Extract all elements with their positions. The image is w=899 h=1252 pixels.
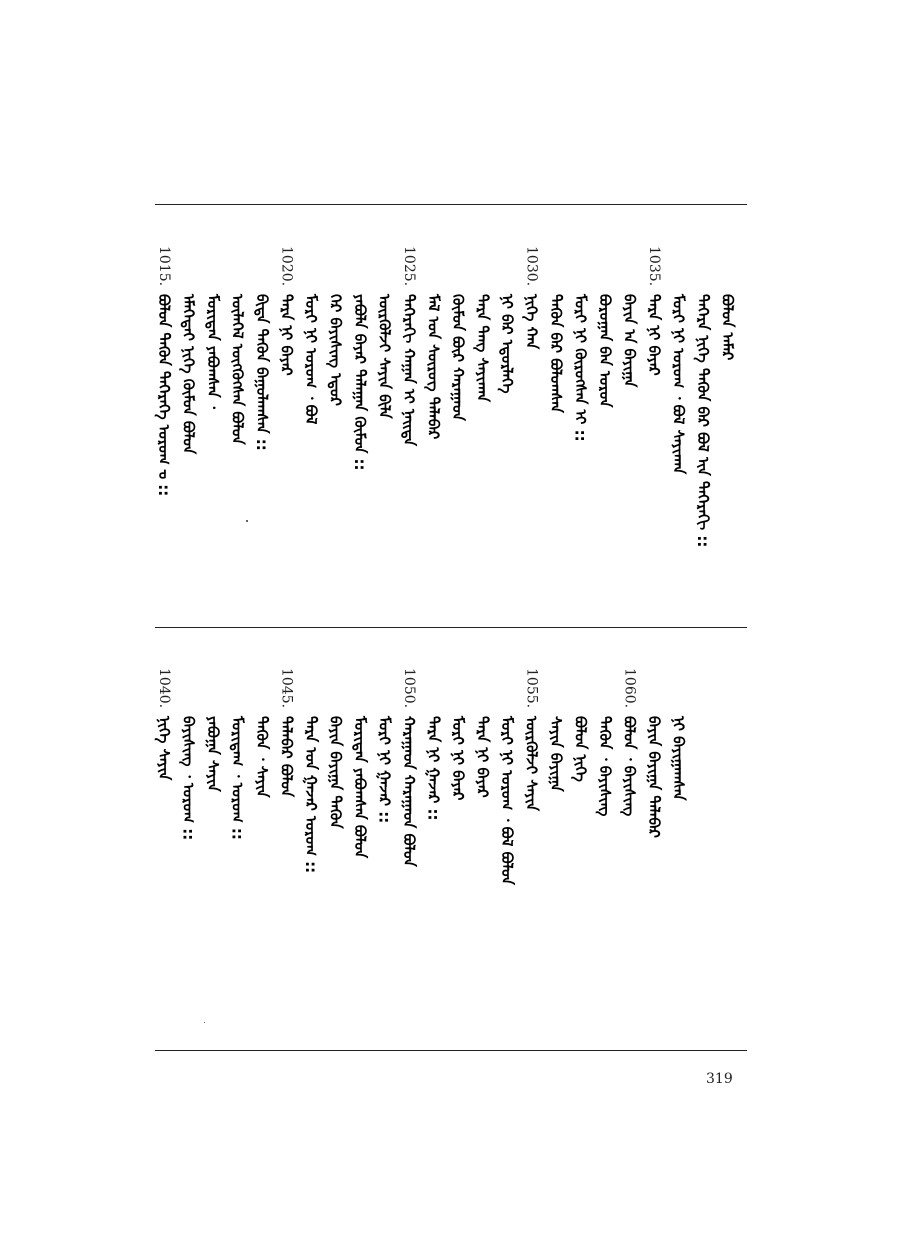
verse-text: ᠦᠯᠡᠭᠡᠯ ᠦᠭᠭᠦᠭᠰᠡᠨ ᠪᠣᠯᠤᠨ <box>228 294 247 445</box>
verse-line <box>547 668 565 792</box>
verse-line <box>523 668 541 811</box>
verse-line <box>449 246 467 421</box>
verse-line <box>180 246 198 454</box>
verse-line <box>376 668 394 823</box>
verse-line <box>278 246 296 376</box>
line-number: 1015. <box>156 246 172 287</box>
verse-text: ᠪᠠᠶᠢᠨ ᠠ ᠪᠠᠶᠢᠭᠠ <box>620 294 639 388</box>
verse-line <box>253 668 271 798</box>
verse-line <box>670 246 688 474</box>
verse-text: ᠮᠣᠷᠢᠳᠠᠭ ᠂ ᠤᠷᠤᠭ :: <box>228 716 247 840</box>
verse-text: ᠲᠡᠭᠦᠨ ᠪᠠᠷ ᠪᠣᠯᠤᠭᠰᠠᠨ <box>547 294 565 413</box>
verse-text: ᠪᠠᠶᠢᠨ ᠪᠠᠶᠢᠭᠠ ᠲᠠᠯᠠᠪᠠᠷ <box>645 716 663 838</box>
verse-text: ᠨᠢᠭᠡ ᠰᠠᠶᠢᠨ <box>155 716 173 781</box>
verse-text: ᠲᠡᠷᠡ ᠨᠢ ᠪᠠᠶᠠᠷ <box>645 294 663 376</box>
verse-text: ᠪᠢᠳᠡ ᠲᠡᠭᠦᠨ ᠪᠠᠭᠤᠯᠠᠭᠰᠠᠨ :: <box>253 294 271 451</box>
verse-text: ᠪᠣᠯᠤᠨ ᠂ ᠪᠠᠶᠢᠰᠢᠩ <box>620 716 639 817</box>
verse-line <box>474 668 492 798</box>
verse-text: ᠮᠣᠷᠢ ᠨᠢ ᠤᠷᠤᠭ ᠂ ᠪᠣᠯ ᠪᠣᠯᠤᠨ <box>498 716 516 885</box>
verse-line <box>278 668 296 797</box>
verse-text: ᠮᠣᠷᠢ ᠨᠢ ᠬᠦᠷᠦᠭᠰᠡᠨ ᠢ :: <box>571 294 590 442</box>
verse-line <box>351 246 369 471</box>
verse-text: ᠪᠣᠷᠣᠭᠠᠨ ᠪᠠᠨ ᠣᠷᠣᠨ <box>596 294 614 408</box>
verse-text: ᠦᠷᠭᠦᠯᠵᠢ ᠰᠠᠶᠢᠨ <box>522 716 541 812</box>
verse-line <box>302 668 320 873</box>
verse-text: ᠪᠠᠶᠢᠰᠢᠩ ᠂ ᠤᠷᠤᠭ :: <box>179 716 198 841</box>
verse-line <box>645 246 663 376</box>
middle-rule <box>155 627 747 628</box>
ink-speck <box>246 520 248 522</box>
line-number: 1040. <box>156 668 172 709</box>
verse-text: ᠲᠡᠷᠡ ᠨᠢ ᠭᠠᠵᠠᠷ :: <box>424 716 443 821</box>
verse-text: ᠪᠣᠯᠤᠨ ᠠᠮᠠᠷ <box>718 294 737 361</box>
verse-text: ᠬᠠᠷᠠᠭᠠᠳ ᠬᠠᠷᠠᠭᠠᠳ ᠪᠣᠯᠤᠨ <box>400 716 418 867</box>
verse-line <box>376 246 394 419</box>
verse-line <box>621 668 639 816</box>
verse-line <box>204 246 222 409</box>
verse-line <box>645 668 663 838</box>
verse-line <box>302 246 320 424</box>
verse-line <box>155 246 173 496</box>
page-number: 319 <box>706 1071 733 1087</box>
verse-line <box>719 246 737 360</box>
verse-line <box>204 668 222 792</box>
line-number: 1045. <box>278 668 295 709</box>
verse-text: ᠦᠷᠭᠦᠯᠵᠢ ᠰᠠᠶᠢᠨ ᠪᠢᠯᠡ <box>375 294 394 419</box>
verse-text: ᠨᠢᠭᠡ ᠬᠠᠨ <box>522 294 541 350</box>
verse-text: ᠪᠠᠶᠢᠨ ᠪᠠᠶᠢᠭᠠ ᠲᠡᠭᠦᠨ <box>326 716 345 829</box>
verse-line <box>425 246 443 439</box>
verse-line <box>253 246 271 451</box>
verse-text: ᠲᠡᠭᠦᠨ ᠂ ᠪᠠᠶᠢᠰᠢᠩ <box>596 716 614 817</box>
verse-line <box>596 246 614 407</box>
verse-text: ᠮᠠᠯ ᠤᠨ ᠰᠦᠷᠦᠭ ᠲᠠᠯᠠᠪᠠᠷ <box>424 294 443 440</box>
lower-verse-block <box>155 668 747 885</box>
verse-text: ᠲᠡᠷᠡ ᠨᠢ ᠪᠠᠶᠠᠷ <box>277 294 296 376</box>
verse-line <box>155 668 173 780</box>
verse-line <box>327 246 345 406</box>
verse-line <box>400 246 418 446</box>
verse-line <box>229 246 247 445</box>
verse-line <box>351 668 369 858</box>
verse-text: ᠮᠣᠷᠢ ᠨᠢ ᠤᠷᠤᠭ ᠂ ᠪᠣᠯ <box>302 294 320 425</box>
verse-line <box>596 668 614 816</box>
top-rule <box>155 204 747 205</box>
line-number: 1020. <box>278 246 295 287</box>
verse-line <box>425 668 443 821</box>
verse-text: ᠮᠣᠷᠢ ᠨᠢ ᠭᠠᠵᠠᠷ :: <box>375 716 394 824</box>
verse-line <box>400 668 418 867</box>
upper-verse-block <box>155 246 747 548</box>
line-number: 1035. <box>646 246 662 287</box>
verse-line <box>572 668 590 782</box>
verse-text: ᠮᠣᠷᠢ ᠨᠢ ᠤᠷᠤᠭ ᠂ ᠪᠣᠯ ᠰᠠᠶᠢᠬᠠᠨ <box>669 294 688 475</box>
verse-line <box>229 668 247 840</box>
verse-text: ᠶᠠᠪᠤᠯᠠ ᠪᠠᠶᠠᠷ ᠲᠠᠯᠠᠭᠠᠨ ᠬᠦᠮᠦᠨ :: <box>351 294 369 471</box>
verse-line <box>621 246 639 387</box>
verse-text: ᠨᠢ ᠪᠠᠷ ᠡᠳᠦᠷᠯᠡᠭᠡ <box>498 294 516 394</box>
line-number: 1025. <box>401 246 417 287</box>
verse-text: ᠳᠡᠭᠡᠷᠡ ᠨᠢᠭᠡ ᠲᠡᠭᠦᠨ ᠪᠠᠷ ᠪᠣᠯ ᠢᠨ ᠳᠡᠭᠡᠷᠡᠬᠢ :: <box>694 294 712 548</box>
verse-text: ᠲᠡᠷᠡ ᠲᠠᠩ ᠰᠠᠶᠢᠬᠠᠨ <box>473 294 492 403</box>
verse-text: ᠰᠠᠶᠢᠨ ᠪᠠᠶᠢᠭᠠ <box>547 716 565 792</box>
verse-line <box>180 668 198 840</box>
verse-line <box>572 246 590 442</box>
verse-line <box>670 668 688 801</box>
bottom-rule <box>155 1050 747 1051</box>
verse-line <box>449 668 467 800</box>
verse-text: ᠭᠡᠷ ᠪᠠᠶᠢᠰᠢᠩ ᠡᠳᠦᠷ <box>326 294 345 406</box>
line-number: 1055. <box>523 668 540 709</box>
verse-text: ᠮᠣᠷᠢᠳᠠᠨ ᠶᠠᠪᠤᠭᠰᠠᠨ ᠂ <box>204 294 222 409</box>
verse-line <box>327 668 345 829</box>
verse-text: ᠡᠮᠡᠭᠡᠲᠡᠢ ᠨᠢᠭᠡ ᠬᠦᠮᠦᠨ ᠪᠣᠯᠤᠨ <box>179 294 198 455</box>
verse-text: ᠲᠡᠷᠡ ᠤᠨ ᠭᠠᠵᠠᠷ ᠤᠷᠤᠭ :: <box>302 716 320 874</box>
verse-text: ᠨᠢ ᠪᠠᠶᠢᠭᠠᠭᠰᠠᠨ <box>669 716 688 801</box>
verse-line <box>498 668 516 885</box>
verse-line <box>498 246 516 394</box>
ink-speck <box>204 1022 205 1023</box>
verse-line <box>694 246 712 547</box>
verse-text: ᠬᠦᠮᠦᠨ ᠪᠦᠷ ᠬᠠᠷᠠᠭᠠᠳ <box>449 294 467 421</box>
verse-text: ᠲᠠᠯᠠᠪᠠᠷ ᠪᠣᠯᠤᠨ <box>277 716 296 798</box>
verse-text: ᠮᠣᠷᠢᠳᠠᠨ ᠶᠠᠪᠤᠭᠰᠠᠨ ᠪᠣᠯᠤᠨ <box>351 716 369 859</box>
verse-line <box>523 246 541 349</box>
verse-text: ᠪᠣᠯᠤᠨ ᠲᠡᠭᠦᠨ ᠳᠡᠭᠡᠷᠡᠭᠡ ᠤᠷᠤᠭ ᠊ᠤ᠋ :: <box>155 294 173 497</box>
verse-text: ᠶᠠᠪᠤᠭᠠ ᠰᠠᠶᠢᠨ <box>204 716 222 792</box>
line-number: 1060. <box>621 668 638 709</box>
line-number: 1050. <box>401 668 417 709</box>
verse-text: ᠳᠡᠭᠡᠷᠡᠬᠢ ᠬᠠᠭᠠᠨ ᠢ ᠨᠡᠢᠲᠡ <box>400 294 418 447</box>
verse-line <box>547 246 565 413</box>
verse-text: ᠪᠣᠯᠤᠨ ᠨᠢᠭᠡ <box>571 716 590 782</box>
verse-text: ᠲᠡᠷᠡ ᠨᠢ ᠪᠠᠶᠠᠷ <box>473 716 492 798</box>
verse-text: ᠮᠣᠷᠢ ᠨᠢ ᠪᠠᠶᠠᠷ <box>449 716 467 801</box>
verse-text: ᠲᠡᠭᠦᠨ ᠂ ᠰᠠᠶᠢᠨ <box>253 716 271 798</box>
verse-line <box>474 246 492 402</box>
line-number: 1030. <box>523 246 540 287</box>
